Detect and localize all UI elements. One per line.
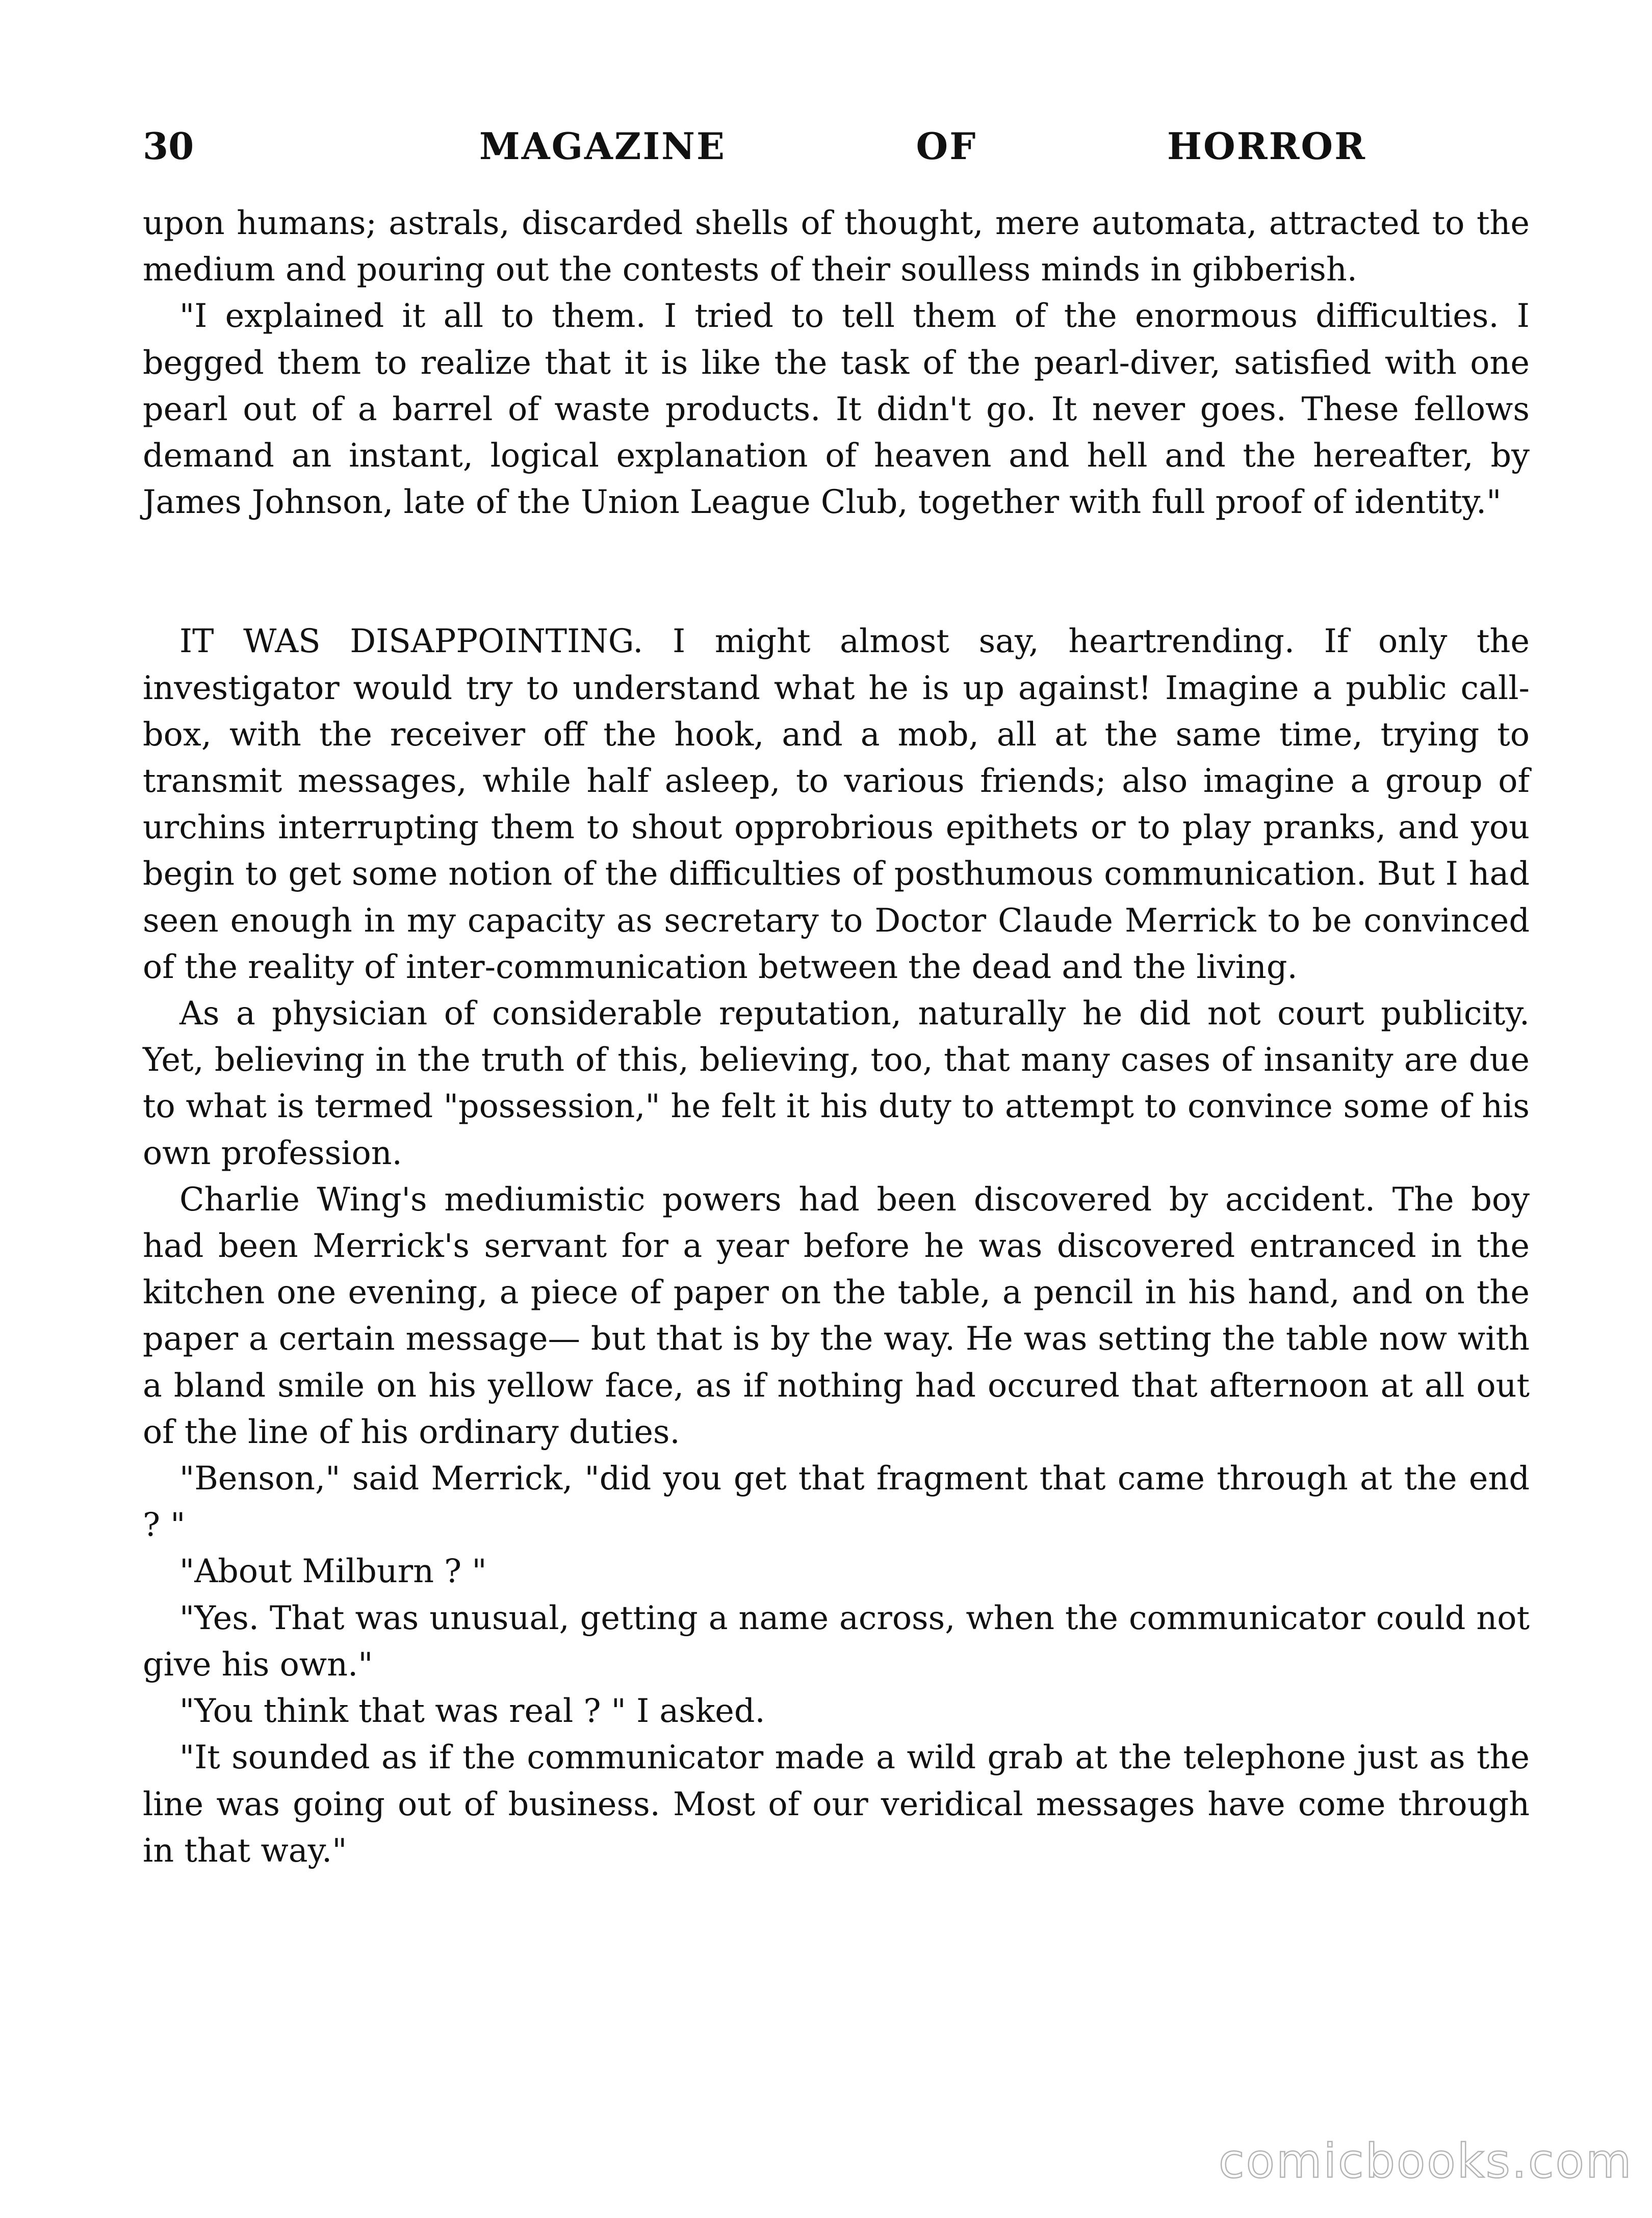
paragraph: As a physician of considerable reputation, naturally he did not court publicity. Yet, believing in the truth of this, believing, too, that many cases of insanity are due to what is termed "possession," he felt it his duty to attempt to convince some of his own profession. <box>143 994 1530 1172</box>
paragraph: "Benson," said Merrick, "did you get that fragment that came through at the end ? " <box>143 1459 1530 1544</box>
section-break <box>143 525 1530 618</box>
paragraph: "I explained it all to them. I tried to tell them of the enormous difficulties. I begged them to realize that it is like the task of the pearl-diver, satisfied with one pearl out of a barrel of waste products. It didn't go. It never goes. These fellows demand an instant, logical explanation of heaven and hell and the hereafter, by James Johnson, late of the Union League Club, together with full proof of identity." <box>143 297 1530 521</box>
paragraph: "It sounded as if the communicator made a wild grab at the telephone just as the line was going out of business. Most of our veridical messages have come through in that way." <box>143 1738 1530 1869</box>
watermark: comicbooks.com <box>1219 2134 1633 2188</box>
paragraph: IT WAS DISAPPOINTING. I might almost say, heartrending. If only the investigator would try to understand what he is up against! Imagine a public call-box, with the receiver off the hook, and a mob, all at the same time, trying to transmit messages, while half asleep, to various friends; also imagine a group of urchins interrupting them to shout opprobrious epithets or to play pranks, and you begin to get some notion of the difficulties of posthumous communication. But I had seen enough in my capacity as secretary to Doctor Claude Merrick to be convinced of the reality of inter-communication between the dead and the living. <box>143 622 1530 986</box>
running-title <box>479 118 1366 174</box>
paragraph: "About Milburn ? " <box>179 1552 487 1590</box>
running-title-word: OF <box>916 124 977 168</box>
page-header <box>143 118 1530 174</box>
running-title-word: HORROR <box>1167 124 1366 168</box>
paragraph: "Yes. That was unusual, getting a name across, when the communicator could not give his own." <box>143 1598 1530 1683</box>
article-body <box>143 200 1530 1874</box>
paragraph: Charlie Wing's mediumistic powers had been discovered by accident. The boy had been Merrick's servant for a year before he was discovered entranced in the kitchen one evening, a piece of paper on the table, a pencil in his hand, and on the paper a certain message— but that is by the way. He was setting the table now with a bland smile on his yellow face, as if nothing had occured that afternoon at all out of the line of his ordinary duties. <box>143 1180 1530 1451</box>
running-title-word: MAGAZINE <box>479 124 726 168</box>
page-number: 30 <box>143 124 194 168</box>
paragraph: upon humans; astrals, discarded shells of thought, mere automata, attracted to the medium and pouring out the contests of their soulless minds in gibberish. <box>143 204 1530 289</box>
paragraph: "You think that was real ? " I asked. <box>179 1692 765 1730</box>
